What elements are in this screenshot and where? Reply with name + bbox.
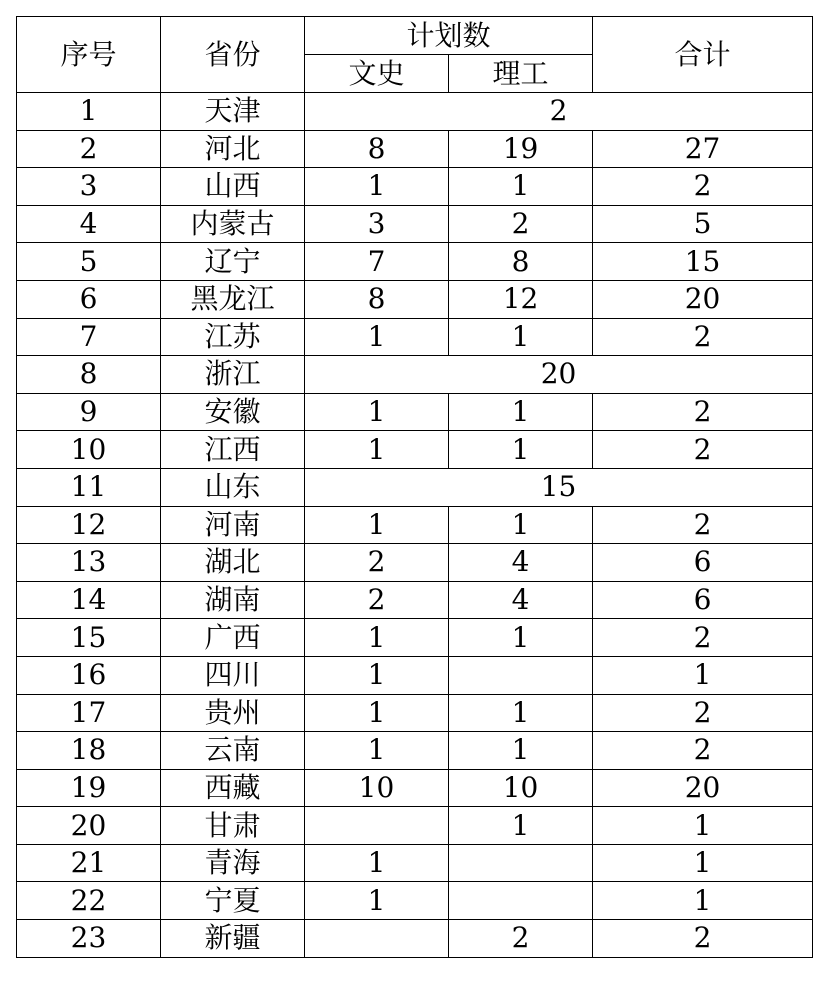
table-row [17, 130, 813, 168]
row-province-cell: 湖南 [161, 581, 305, 619]
row-total-cell: 2 [593, 694, 813, 732]
row-total-cell: 6 [593, 581, 813, 619]
row-province-cell: 安徽 [161, 393, 305, 431]
table-row [17, 656, 813, 694]
header-row-top [17, 17, 813, 55]
row-arts-cell: 2 [305, 544, 449, 582]
header-plan: 计划数 [305, 17, 593, 55]
table-row [17, 882, 813, 920]
table-row [17, 619, 813, 657]
row-seq-cell: 23 [17, 920, 161, 958]
row-science-cell: 8 [449, 243, 593, 281]
row-science-cell: 1 [449, 506, 593, 544]
row-province-cell: 山西 [161, 168, 305, 206]
table-row [17, 356, 813, 394]
row-science-cell: 1 [449, 619, 593, 657]
row-province-cell: 云南 [161, 732, 305, 770]
row-seq-cell: 3 [17, 168, 161, 206]
table-row [17, 93, 813, 131]
row-science-cell: 1 [449, 393, 593, 431]
row-arts-cell: 8 [305, 130, 449, 168]
row-seq-cell: 16 [17, 656, 161, 694]
header-total: 合计 [593, 17, 813, 93]
table-row [17, 168, 813, 206]
row-science-cell: 1 [449, 318, 593, 356]
row-arts-cell: 8 [305, 280, 449, 318]
row-total-cell: 2 [593, 732, 813, 770]
row-arts-cell: 1 [305, 318, 449, 356]
table-row [17, 393, 813, 431]
row-total-cell: 6 [593, 544, 813, 582]
row-seq-cell: 20 [17, 807, 161, 845]
row-seq-cell: 21 [17, 844, 161, 882]
row-seq-cell: 13 [17, 544, 161, 582]
row-science-cell: 19 [449, 130, 593, 168]
row-province-cell: 宁夏 [161, 882, 305, 920]
row-arts-cell: 1 [305, 732, 449, 770]
row-province-cell: 河南 [161, 506, 305, 544]
row-seq-cell: 17 [17, 694, 161, 732]
row-total-cell: 2 [593, 506, 813, 544]
row-province-cell: 四川 [161, 656, 305, 694]
row-science-cell: 1 [449, 732, 593, 770]
row-arts-cell: 3 [305, 205, 449, 243]
row-science-cell: 12 [449, 280, 593, 318]
row-science-cell [449, 844, 593, 882]
row-province-cell: 青海 [161, 844, 305, 882]
row-total-cell: 2 [593, 318, 813, 356]
row-arts-cell: 1 [305, 619, 449, 657]
header-seq: 序号 [17, 17, 161, 93]
table-row [17, 431, 813, 469]
row-province-cell: 黑龙江 [161, 280, 305, 318]
row-total-cell: 2 [593, 393, 813, 431]
table-row [17, 506, 813, 544]
row-arts-cell: 1 [305, 168, 449, 206]
table-row [17, 581, 813, 619]
table-row [17, 694, 813, 732]
row-province-cell: 江苏 [161, 318, 305, 356]
row-science-cell: 4 [449, 544, 593, 582]
row-seq-cell: 2 [17, 130, 161, 168]
row-science-cell: 4 [449, 581, 593, 619]
row-total-cell: 1 [593, 807, 813, 845]
row-arts-cell: 7 [305, 243, 449, 281]
row-total-cell: 1 [593, 844, 813, 882]
enrollment-plan-table [16, 16, 813, 958]
row-seq-cell: 5 [17, 243, 161, 281]
table-row [17, 544, 813, 582]
row-total-cell: 20 [593, 280, 813, 318]
table-row [17, 205, 813, 243]
row-merged-plan-cell: 2 [305, 93, 813, 131]
row-seq-cell: 9 [17, 393, 161, 431]
table-row [17, 732, 813, 770]
row-seq-cell: 10 [17, 431, 161, 469]
row-science-cell [449, 656, 593, 694]
row-province-cell: 江西 [161, 431, 305, 469]
row-province-cell: 山东 [161, 468, 305, 506]
row-arts-cell: 10 [305, 769, 449, 807]
row-seq-cell: 14 [17, 581, 161, 619]
row-merged-plan-cell: 20 [305, 356, 813, 394]
row-arts-cell: 1 [305, 656, 449, 694]
row-total-cell: 5 [593, 205, 813, 243]
row-total-cell: 1 [593, 656, 813, 694]
row-total-cell: 2 [593, 168, 813, 206]
row-total-cell: 2 [593, 431, 813, 469]
row-science-cell: 10 [449, 769, 593, 807]
row-arts-cell: 1 [305, 882, 449, 920]
row-arts-cell [305, 920, 449, 958]
row-science-cell [449, 882, 593, 920]
row-seq-cell: 19 [17, 769, 161, 807]
row-province-cell: 辽宁 [161, 243, 305, 281]
row-merged-plan-cell: 15 [305, 468, 813, 506]
row-science-cell: 1 [449, 431, 593, 469]
row-total-cell: 1 [593, 882, 813, 920]
row-science-cell: 1 [449, 168, 593, 206]
row-seq-cell: 4 [17, 205, 161, 243]
row-province-cell: 新疆 [161, 920, 305, 958]
row-total-cell: 27 [593, 130, 813, 168]
row-province-cell: 内蒙古 [161, 205, 305, 243]
row-province-cell: 天津 [161, 93, 305, 131]
table-row [17, 769, 813, 807]
table-row [17, 280, 813, 318]
row-total-cell: 2 [593, 920, 813, 958]
row-arts-cell: 1 [305, 506, 449, 544]
row-science-cell: 2 [449, 920, 593, 958]
row-total-cell: 20 [593, 769, 813, 807]
row-arts-cell: 1 [305, 393, 449, 431]
row-arts-cell: 1 [305, 694, 449, 732]
row-province-cell: 湖北 [161, 544, 305, 582]
row-seq-cell: 7 [17, 318, 161, 356]
header-arts: 文史 [305, 55, 449, 93]
table-row [17, 468, 813, 506]
header-province: 省份 [161, 17, 305, 93]
row-seq-cell: 15 [17, 619, 161, 657]
table-row [17, 243, 813, 281]
row-province-cell: 河北 [161, 130, 305, 168]
row-arts-cell: 2 [305, 581, 449, 619]
row-province-cell: 西藏 [161, 769, 305, 807]
row-seq-cell: 6 [17, 280, 161, 318]
row-seq-cell: 8 [17, 356, 161, 394]
table-row [17, 318, 813, 356]
row-seq-cell: 12 [17, 506, 161, 544]
table-row [17, 920, 813, 958]
row-science-cell: 2 [449, 205, 593, 243]
row-science-cell: 1 [449, 694, 593, 732]
row-arts-cell [305, 807, 449, 845]
header-science: 理工 [449, 55, 593, 93]
row-seq-cell: 22 [17, 882, 161, 920]
table-row [17, 807, 813, 845]
row-province-cell: 广西 [161, 619, 305, 657]
table-body [17, 93, 813, 958]
row-province-cell: 贵州 [161, 694, 305, 732]
row-science-cell: 1 [449, 807, 593, 845]
row-seq-cell: 18 [17, 732, 161, 770]
row-seq-cell: 1 [17, 93, 161, 131]
row-total-cell: 2 [593, 619, 813, 657]
row-arts-cell: 1 [305, 431, 449, 469]
row-total-cell: 15 [593, 243, 813, 281]
row-province-cell: 甘肃 [161, 807, 305, 845]
row-arts-cell: 1 [305, 844, 449, 882]
table-row [17, 844, 813, 882]
row-seq-cell: 11 [17, 468, 161, 506]
row-province-cell: 浙江 [161, 356, 305, 394]
